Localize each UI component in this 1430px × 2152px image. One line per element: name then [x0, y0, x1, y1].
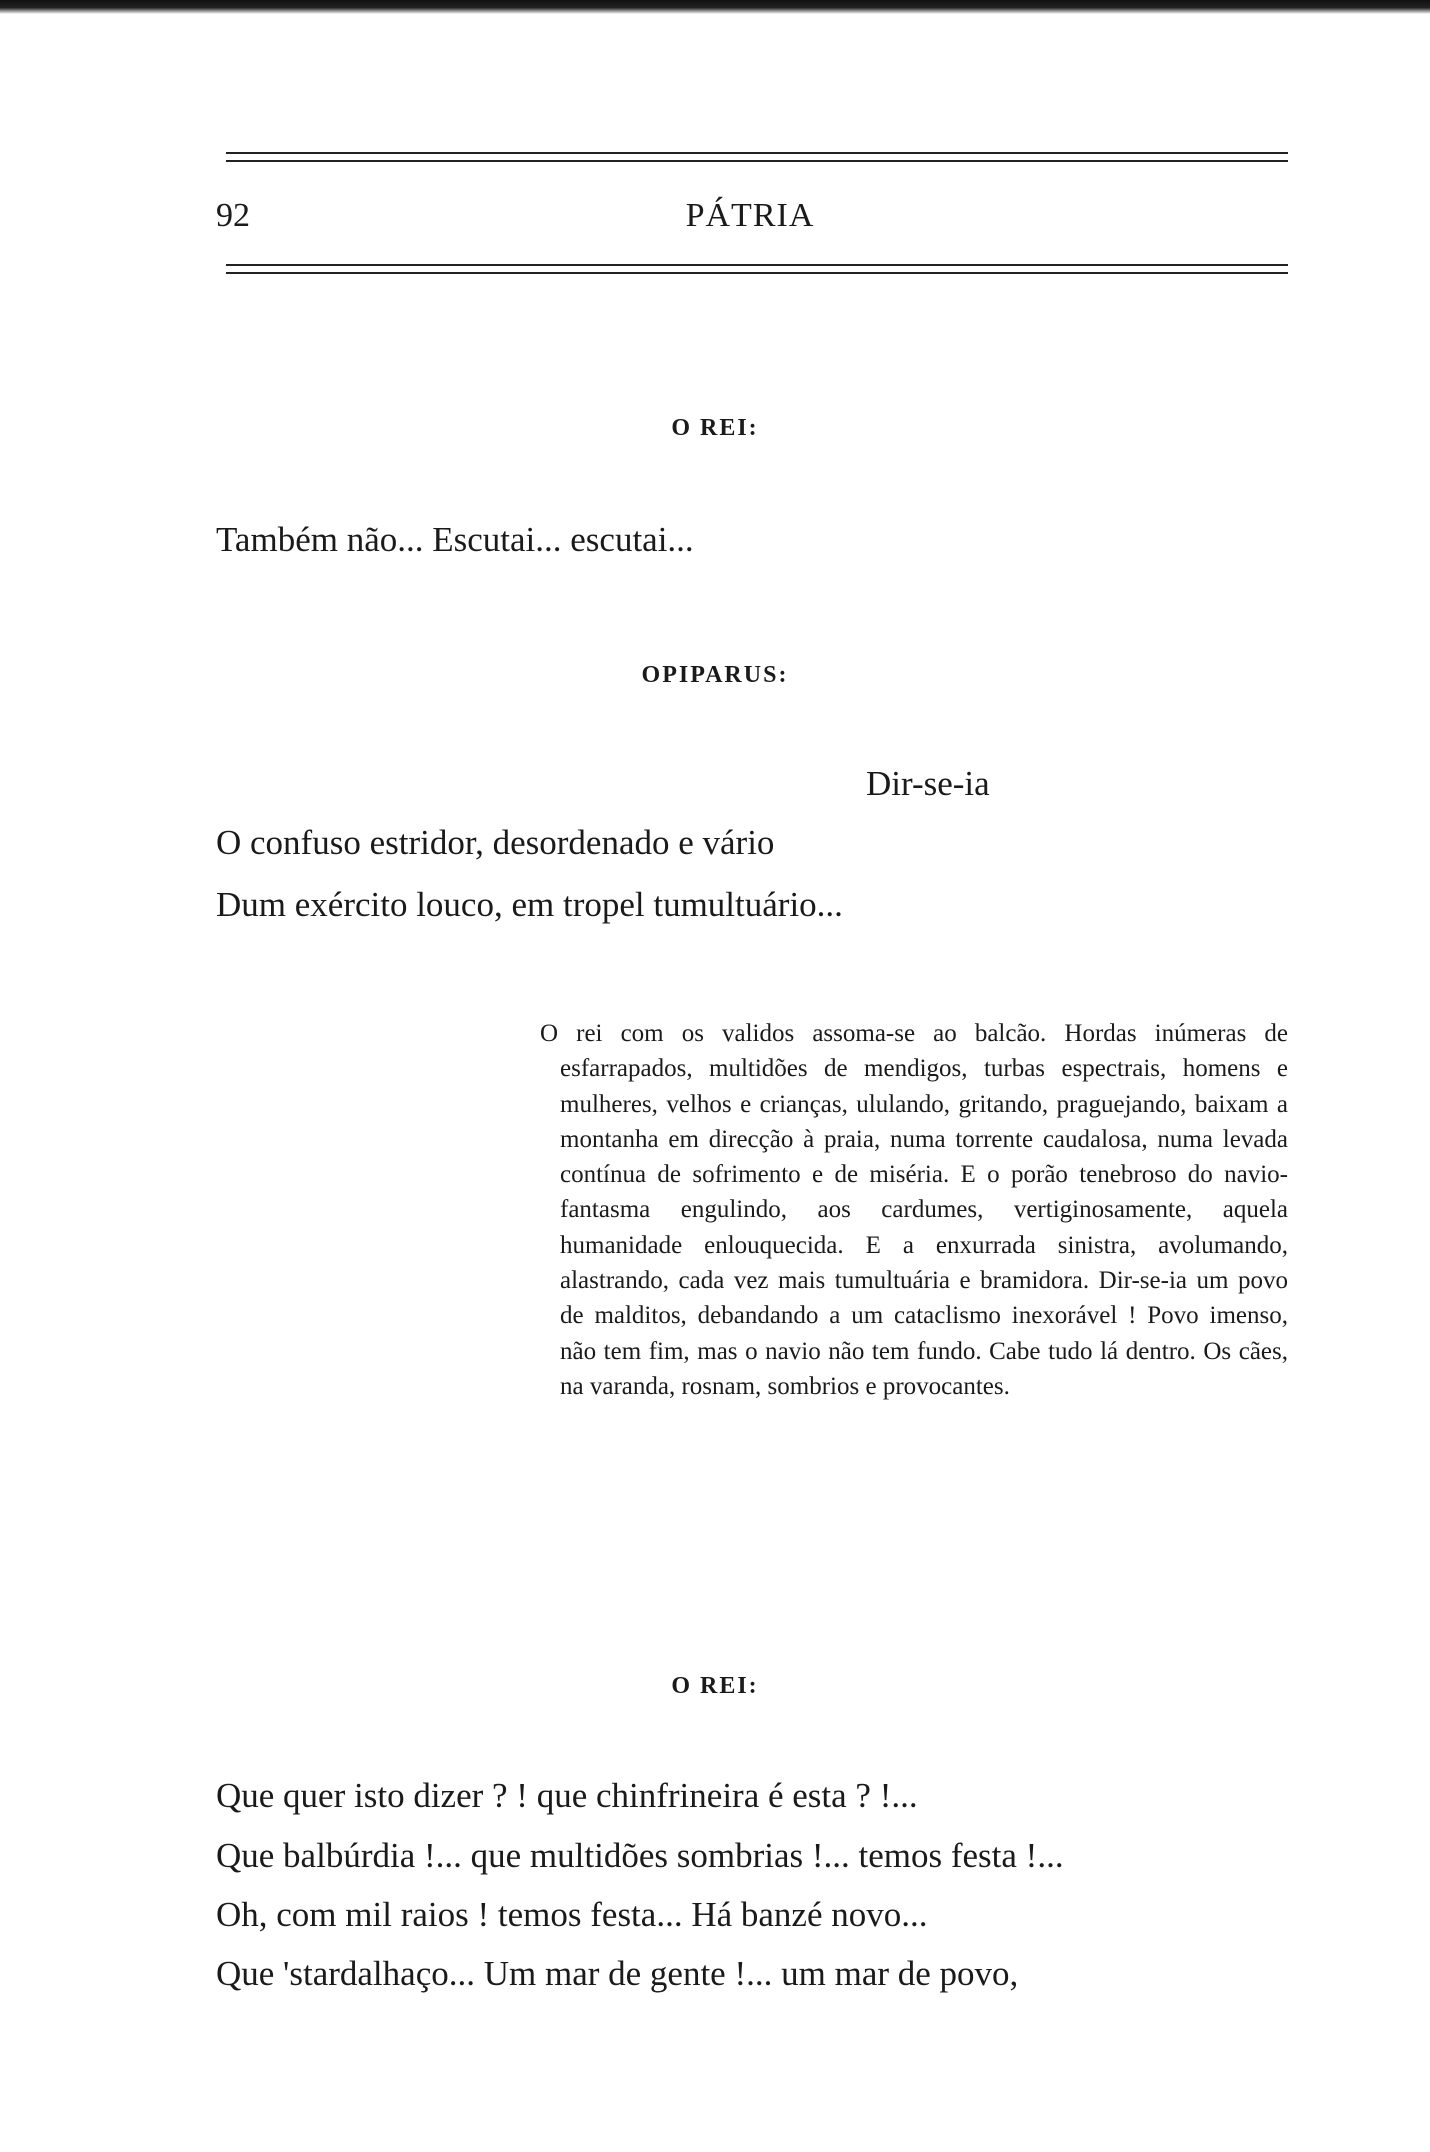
header-rule-bottom-2: [226, 272, 1288, 274]
verse-line: Que balbúrdia !... que multidões sombrias !... temos festa !...: [216, 1836, 1064, 1875]
header-rule-top-1: [226, 152, 1288, 154]
running-title: PÁTRIA: [685, 197, 815, 234]
header-rule-top-2: [226, 160, 1288, 162]
speaker-label-rei: O REI:: [671, 415, 759, 441]
page-top-edge: [0, 0, 1430, 14]
verse-line: O confuso estridor, desordenado e vário: [216, 823, 775, 862]
speaker-label-rei: O REI:: [671, 1673, 759, 1699]
verse-line: Que quer isto dizer ? ! que chinfrineira é esta ? !...: [216, 1776, 918, 1815]
verse-line: Dir-se-ia: [866, 764, 990, 803]
header-rule-bottom-1: [226, 264, 1288, 266]
page-number: 92: [216, 197, 250, 234]
speaker-label-opiparus: OPIPARUS:: [641, 662, 789, 688]
verse-line: Dum exército louco, em tropel tumultuário...: [216, 885, 843, 924]
verse-line: Oh, com mil raios ! temos festa... Há banzé novo...: [216, 1895, 928, 1934]
verse-line: Também não... Escutai... escutai...: [216, 520, 694, 559]
verse-line: Que 'stardalhaço... Um mar de gente !... um mar de povo,: [216, 1954, 1019, 1993]
stage-direction: O rei com os validos assoma-se ao balcão. Hordas inúmeras de esfarrapados, multidões de mendigos, turbas espectrais, homens e mulheres, velhos e crianças, ululando, gritando, praguejando, baixam a montanha em direcção à praia, numa torrente caudalosa, numa levada contínua de sofrimento e de miséria. E o porão tenebroso do navio-fantasma engulindo, aos cardumes, vertiginosamente, aquela humanidade enlouquecida. E a enxurrada sinistra, avolumando, alastrando, cada vez mais tumultuária e bramidora. Dir-se-ia um povo de malditos, debandando a um cataclismo inexorável ! Povo imenso, não tem fim, mas o navio não tem fundo. Cabe tudo lá dentro. Os cães, na varanda, rosnam, sombrios e provocantes.: [540, 1020, 1288, 1400]
